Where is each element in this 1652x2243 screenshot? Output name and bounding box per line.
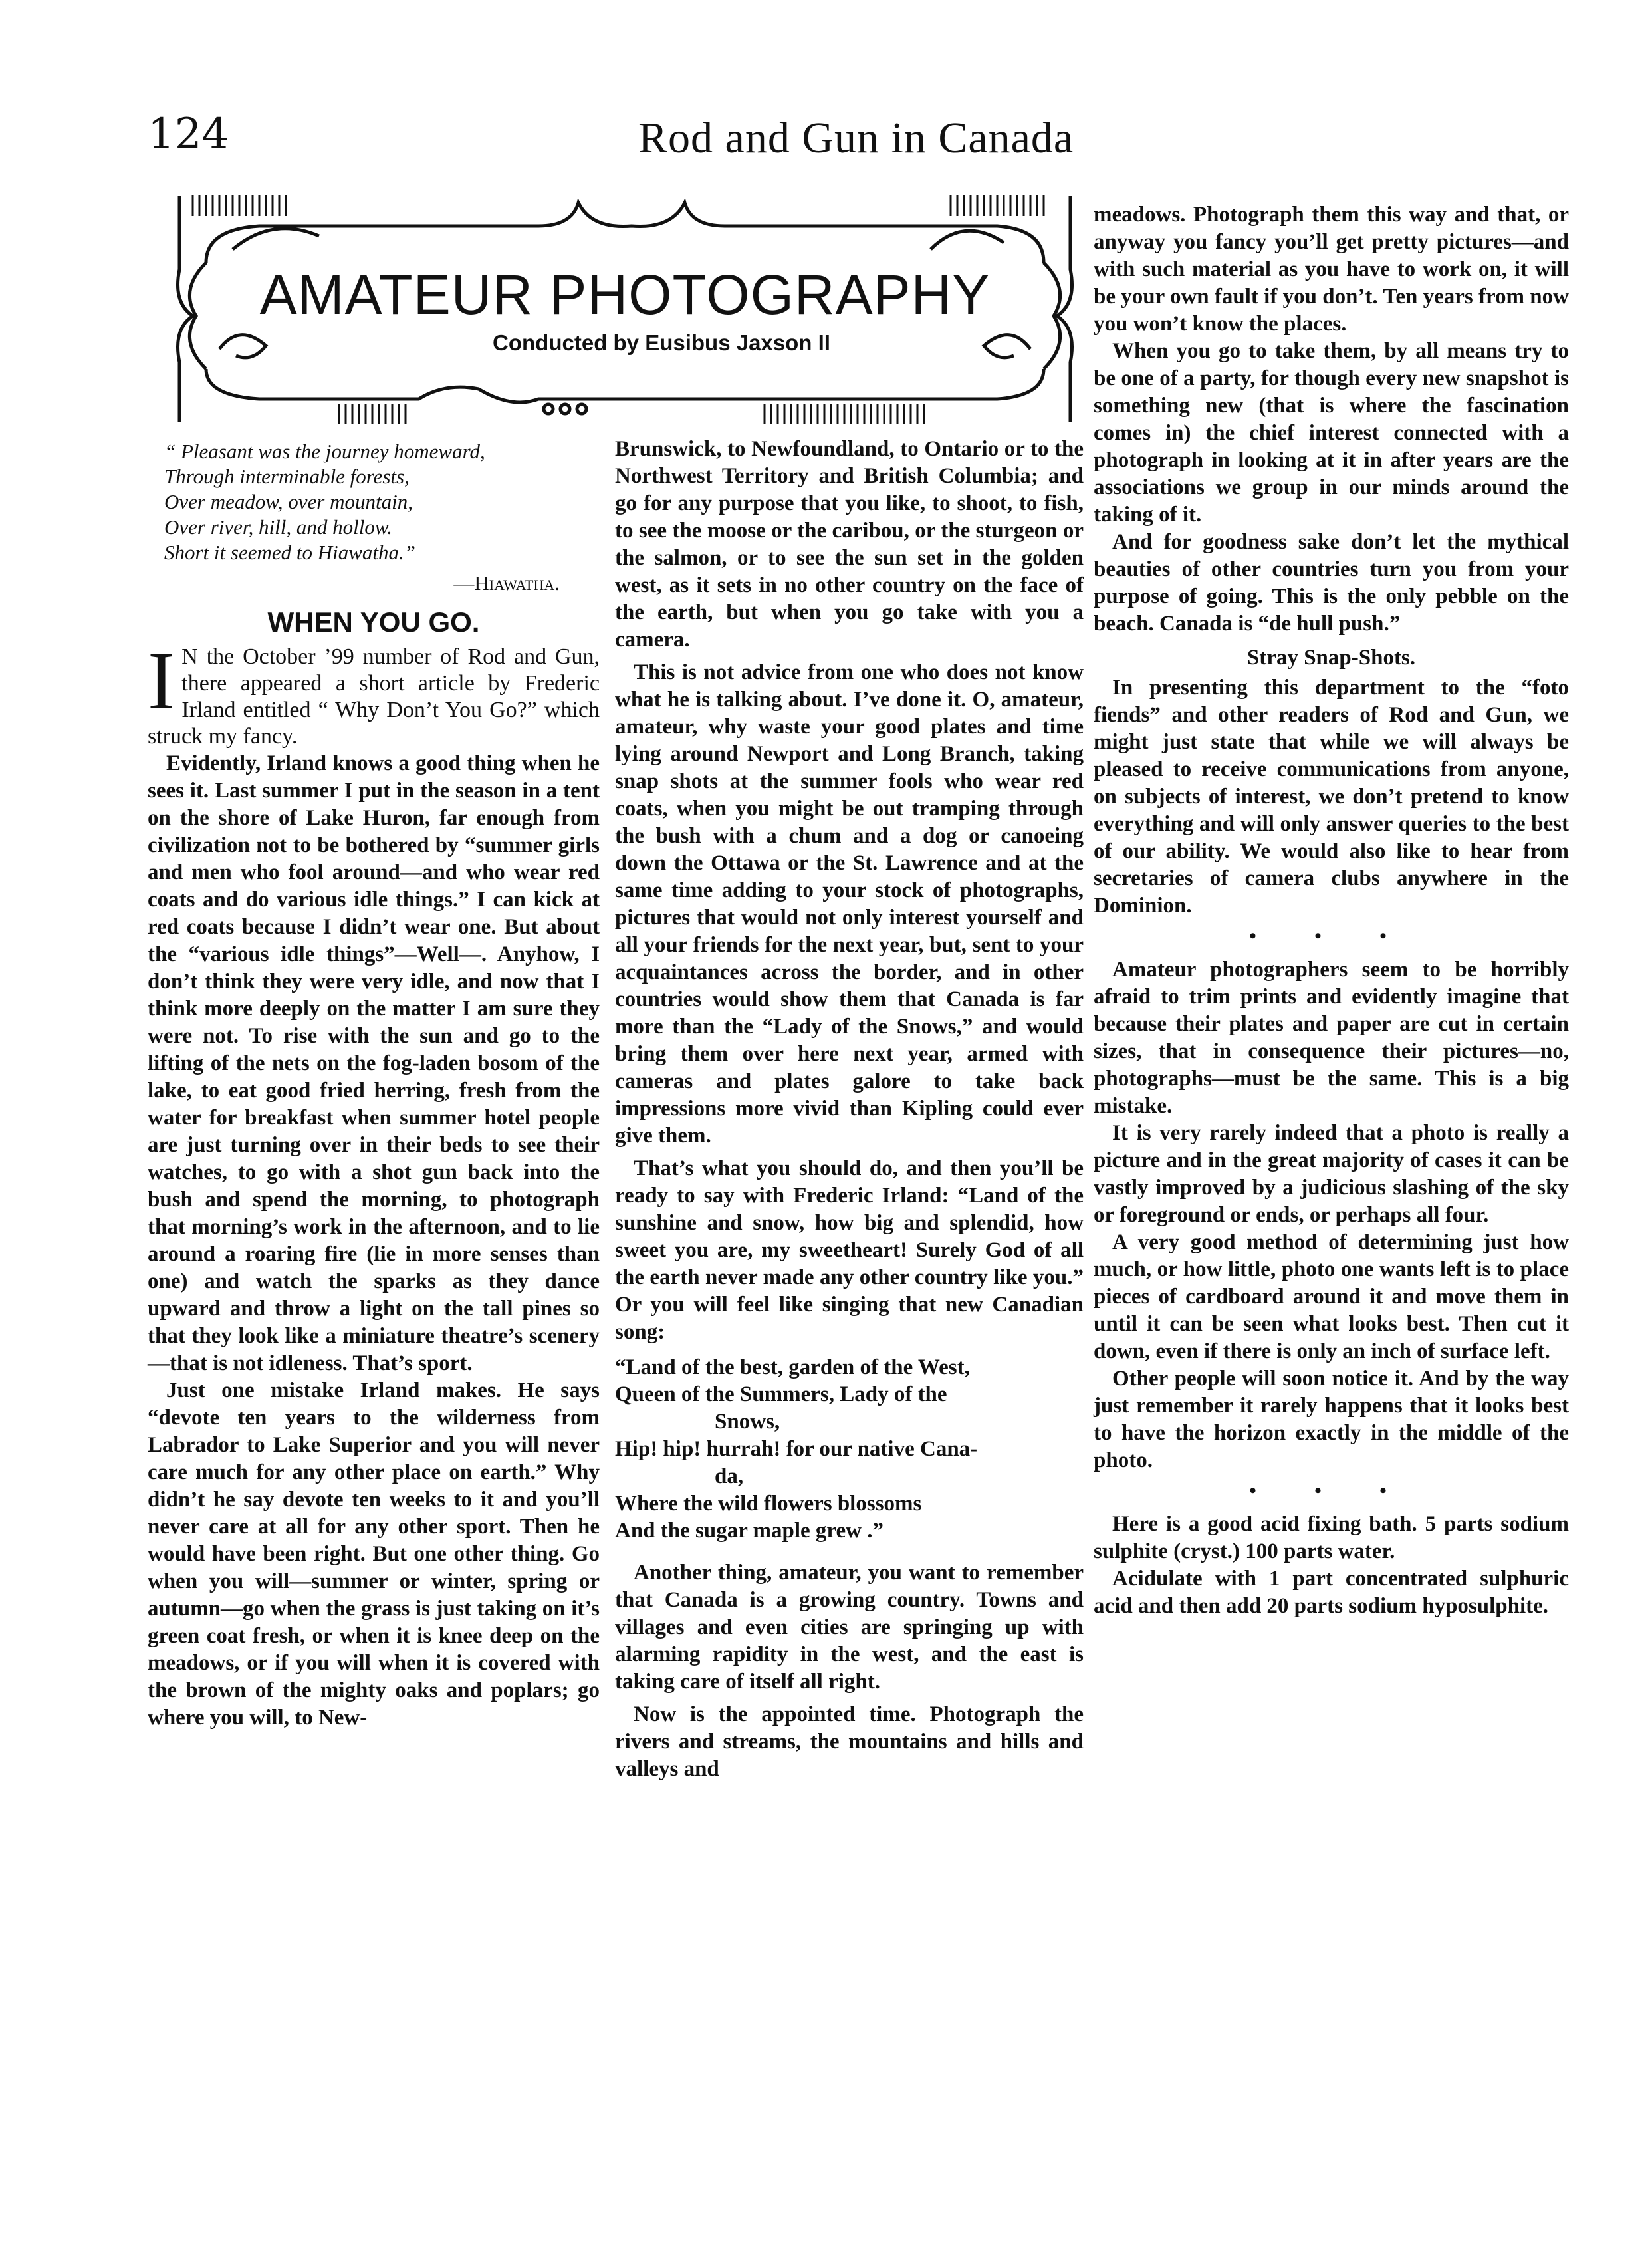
article-paragraph: This is not advice from one who does not know what he is talking about. I’ve done it. O, amateur, amateur, why waste your good plates and time lying around Newport and Long Branch, taking snap shots at the summer fools who wear red coats, when you might be out tramping through the bush with a chum and a dog or canoeing down the Ottawa or the St. Lawrence and at the same time adding to your stock of photographs, pictures that would not only interest yourself and all your friends for the next year, but, sent to your acquaintances across the border, and in other countries would show them that Canada is far more than the “Lady of the Snows,” and would bring them over here next year, armed with cameras and plates galore to take back impressions more vivid than Kipling could ever give them. [615, 660, 1084, 1148]
article-paragraph [148, 635, 600, 750]
article-paragraph: Just one mistake Irland makes. He says “devote ten years to the wilderness from Labrador to Lake Superior and you will never care much for any other place on earth.” Why didn’t he say devote ten weeks to it and you’ll never care at all for any other sport. Then he would have been right. But one other thing. Go when you will—summer or winter, spring or autumn—go when the grass is just taking on it’s green coat fresh, or when it is knee deep on the meadows, or if you will when it is covered with the brown of the mighty oaks and poplars; go where you will, to New- [148, 1379, 600, 1730]
stray-paragraph: In presenting this department to the “foto fiends” and other readers of Rod and Gun, we might just state that while we will always be pleased to receive communications from anyone, on subjects of interest, we don’t pretend to know everything and will only answer queries to the best of our ability. We would also like to hear from secretaries of camera clubs anywhere in the Dominion. [1094, 676, 1569, 918]
section-divider: • • • [1249, 1480, 1413, 1502]
song-verse [615, 1354, 1084, 1545]
epigraph [164, 439, 600, 565]
epigraph-line: Over river, hill, and hollow. [164, 515, 392, 539]
banner-byline: Conducted by Eusibus Jaxson II [493, 330, 830, 355]
column-2 [615, 436, 1084, 1783]
article-paragraph: Now is the appointed time. Photograph the rivers and streams, the mountains and hills and valleys and [615, 1702, 1084, 1781]
song-line: da, [715, 1464, 744, 1488]
section-banner [166, 190, 1084, 429]
song-line: Where the wild flowers blossoms [615, 1492, 922, 1516]
article-paragraph: Brunswick, to Newfoundland, to Ontario or to the Northwest Territory and British Columbia; and go for any purpose that you like, to shoot, to fish, to see the moose or the caribou, or the sturgeon or the salmon, or to see the sun set in the golden west, as it sets in no other country on the face of the earth, but when you go take with you a camera. [615, 437, 1084, 652]
article-paragraph: meadows. Photograph them this way and that, or anyway you fancy you’ll get pretty pictures—and with such material as you have to work on, it will be your own fault if you don’t. Ten years from now you won’t know the places. [1094, 203, 1569, 336]
banner-title: AMATEUR PHOTOGRAPHY [259, 263, 991, 326]
section-divider: • • • [1249, 925, 1413, 947]
stray-paragraph: A very good method of determining just how much, or how little, photo one wants left is to place pieces of cardboard around it and move them in until it can be seen what looks best. Then cut it down, even if there is only an inch of surface left. [1094, 1230, 1569, 1363]
article-paragraph: Evidently, Irland knows a good thing when he sees it. Last summer I put in the season in a tent on the shore of Lake Huron, far enough from civilization not to be bothered by “summer girls and men who fool around—and who wear red coats and do various idle things.” I can kick at red coats because I didn’t wear one. But about the “various idle things”—Well—. Anyhow, I don’t think they were very idle, and now that I think more deeply on the matter I am sure they were not. To rise with the sun and go to the lifting of the nets on the fog-laden bosom of the lake, to eat good fried herring, fresh from the water for breakfast when summer hotel people are just turning over in their beds to see their watches, to go with a shot gun back into the bush and spend the morning, to photograph that morning’s work in the afternoon, and to lie around a roaring fire (lie in more senses than one) and watch the sparks as they dance upward and throw a light on the tall pines so that they look like a miniature theatre’s scenery—that is not idleness. That’s sport. [148, 751, 600, 1375]
running-title: Rod and Gun in Canada [638, 114, 1074, 162]
epigraph-line: Over meadow, over mountain, [164, 490, 413, 513]
stray-paragraph: Other people will soon notice it. And by the way just remember it rarely happens that it looks best to have the horizon exactly in the middle of the photo. [1094, 1367, 1569, 1472]
page-number: 124 [148, 110, 229, 159]
article-paragraph: When you go to take them, by all means try to be one of a party, for though every new snapshot is something new (that is where the fascination comes in) the chief interest connected with a photograph in looking at it in after years are the associations we group in our minds around the taking of it. [1094, 339, 1569, 527]
article-title: WHEN YOU GO. [267, 606, 480, 638]
column-3 [1094, 201, 1569, 1620]
song-line: Queen of the Summers, Lady of the [615, 1383, 947, 1406]
song-line: And the sugar maple grew .” [615, 1519, 884, 1543]
column-1 [148, 439, 600, 1732]
article-paragraph: And for goodness sake don’t let the mythical beauties of other countries turn you from your purpose of going. This is the only pebble on the beach. Canada is “de hull push.” [1094, 530, 1569, 636]
epigraph-attribution: —Hiawatha. [453, 571, 560, 594]
paragraph-text: N the October ’99 number of Rod and Gun, there appeared a short article by Frederic Irland entitled “ Why Don’t You Go?” which struck my fancy. [148, 644, 600, 749]
song-line: Snows, [715, 1410, 780, 1434]
article-paragraph: That’s what you should do, and then you’ll be ready to say with Frederic Irland: “Land of the sunshine and snow, how big and splendid, how sweet you are, my sweetheart! Surely God of all the earth never made any other country like you.” Or you will feel like singing that new Canadian song: [615, 1156, 1084, 1344]
song-line: “Land of the best, garden of the West, [615, 1355, 970, 1379]
stray-paragraph: It is very rarely indeed that a photo is really a picture and in the great majority of cases it can be vastly improved by a judicious slashing of the sky or foreground or ends, or perhaps all four. [1094, 1121, 1569, 1227]
article-paragraph: Another thing, amateur, you want to remember that Canada is a growing country. Towns and villages and even cities are springing up with alarming rapidity in the west, and the east is taking care of itself all right. [615, 1561, 1084, 1694]
drop-cap: I [148, 635, 176, 726]
epigraph-line: Through interminable forests, [164, 465, 410, 488]
song-line: Hip! hip! hurrah! for our native Cana- [615, 1437, 978, 1461]
epigraph-line: “ Pleasant was the journey homeward, [164, 440, 485, 463]
stray-snapshots-heading: Stray Snap-Shots. [1246, 646, 1416, 670]
stray-paragraph: Here is a good acid fixing bath. 5 parts sodium sulphite (cryst.) 100 parts water. [1094, 1512, 1569, 1563]
stray-paragraph: Acidulate with 1 part concentrated sulphuric acid and then add 20 parts sodium hyposulphite. [1094, 1567, 1569, 1618]
epigraph-line: Short it seemed to Hiawatha.” [164, 541, 416, 564]
stray-paragraph: Amateur photographers seem to be horribly afraid to trim prints and evidently imagine that because their plates and paper are cut in certain sizes, that in consequence their pictures—no, photographs—must be the same. This is a big mistake. [1094, 958, 1569, 1118]
